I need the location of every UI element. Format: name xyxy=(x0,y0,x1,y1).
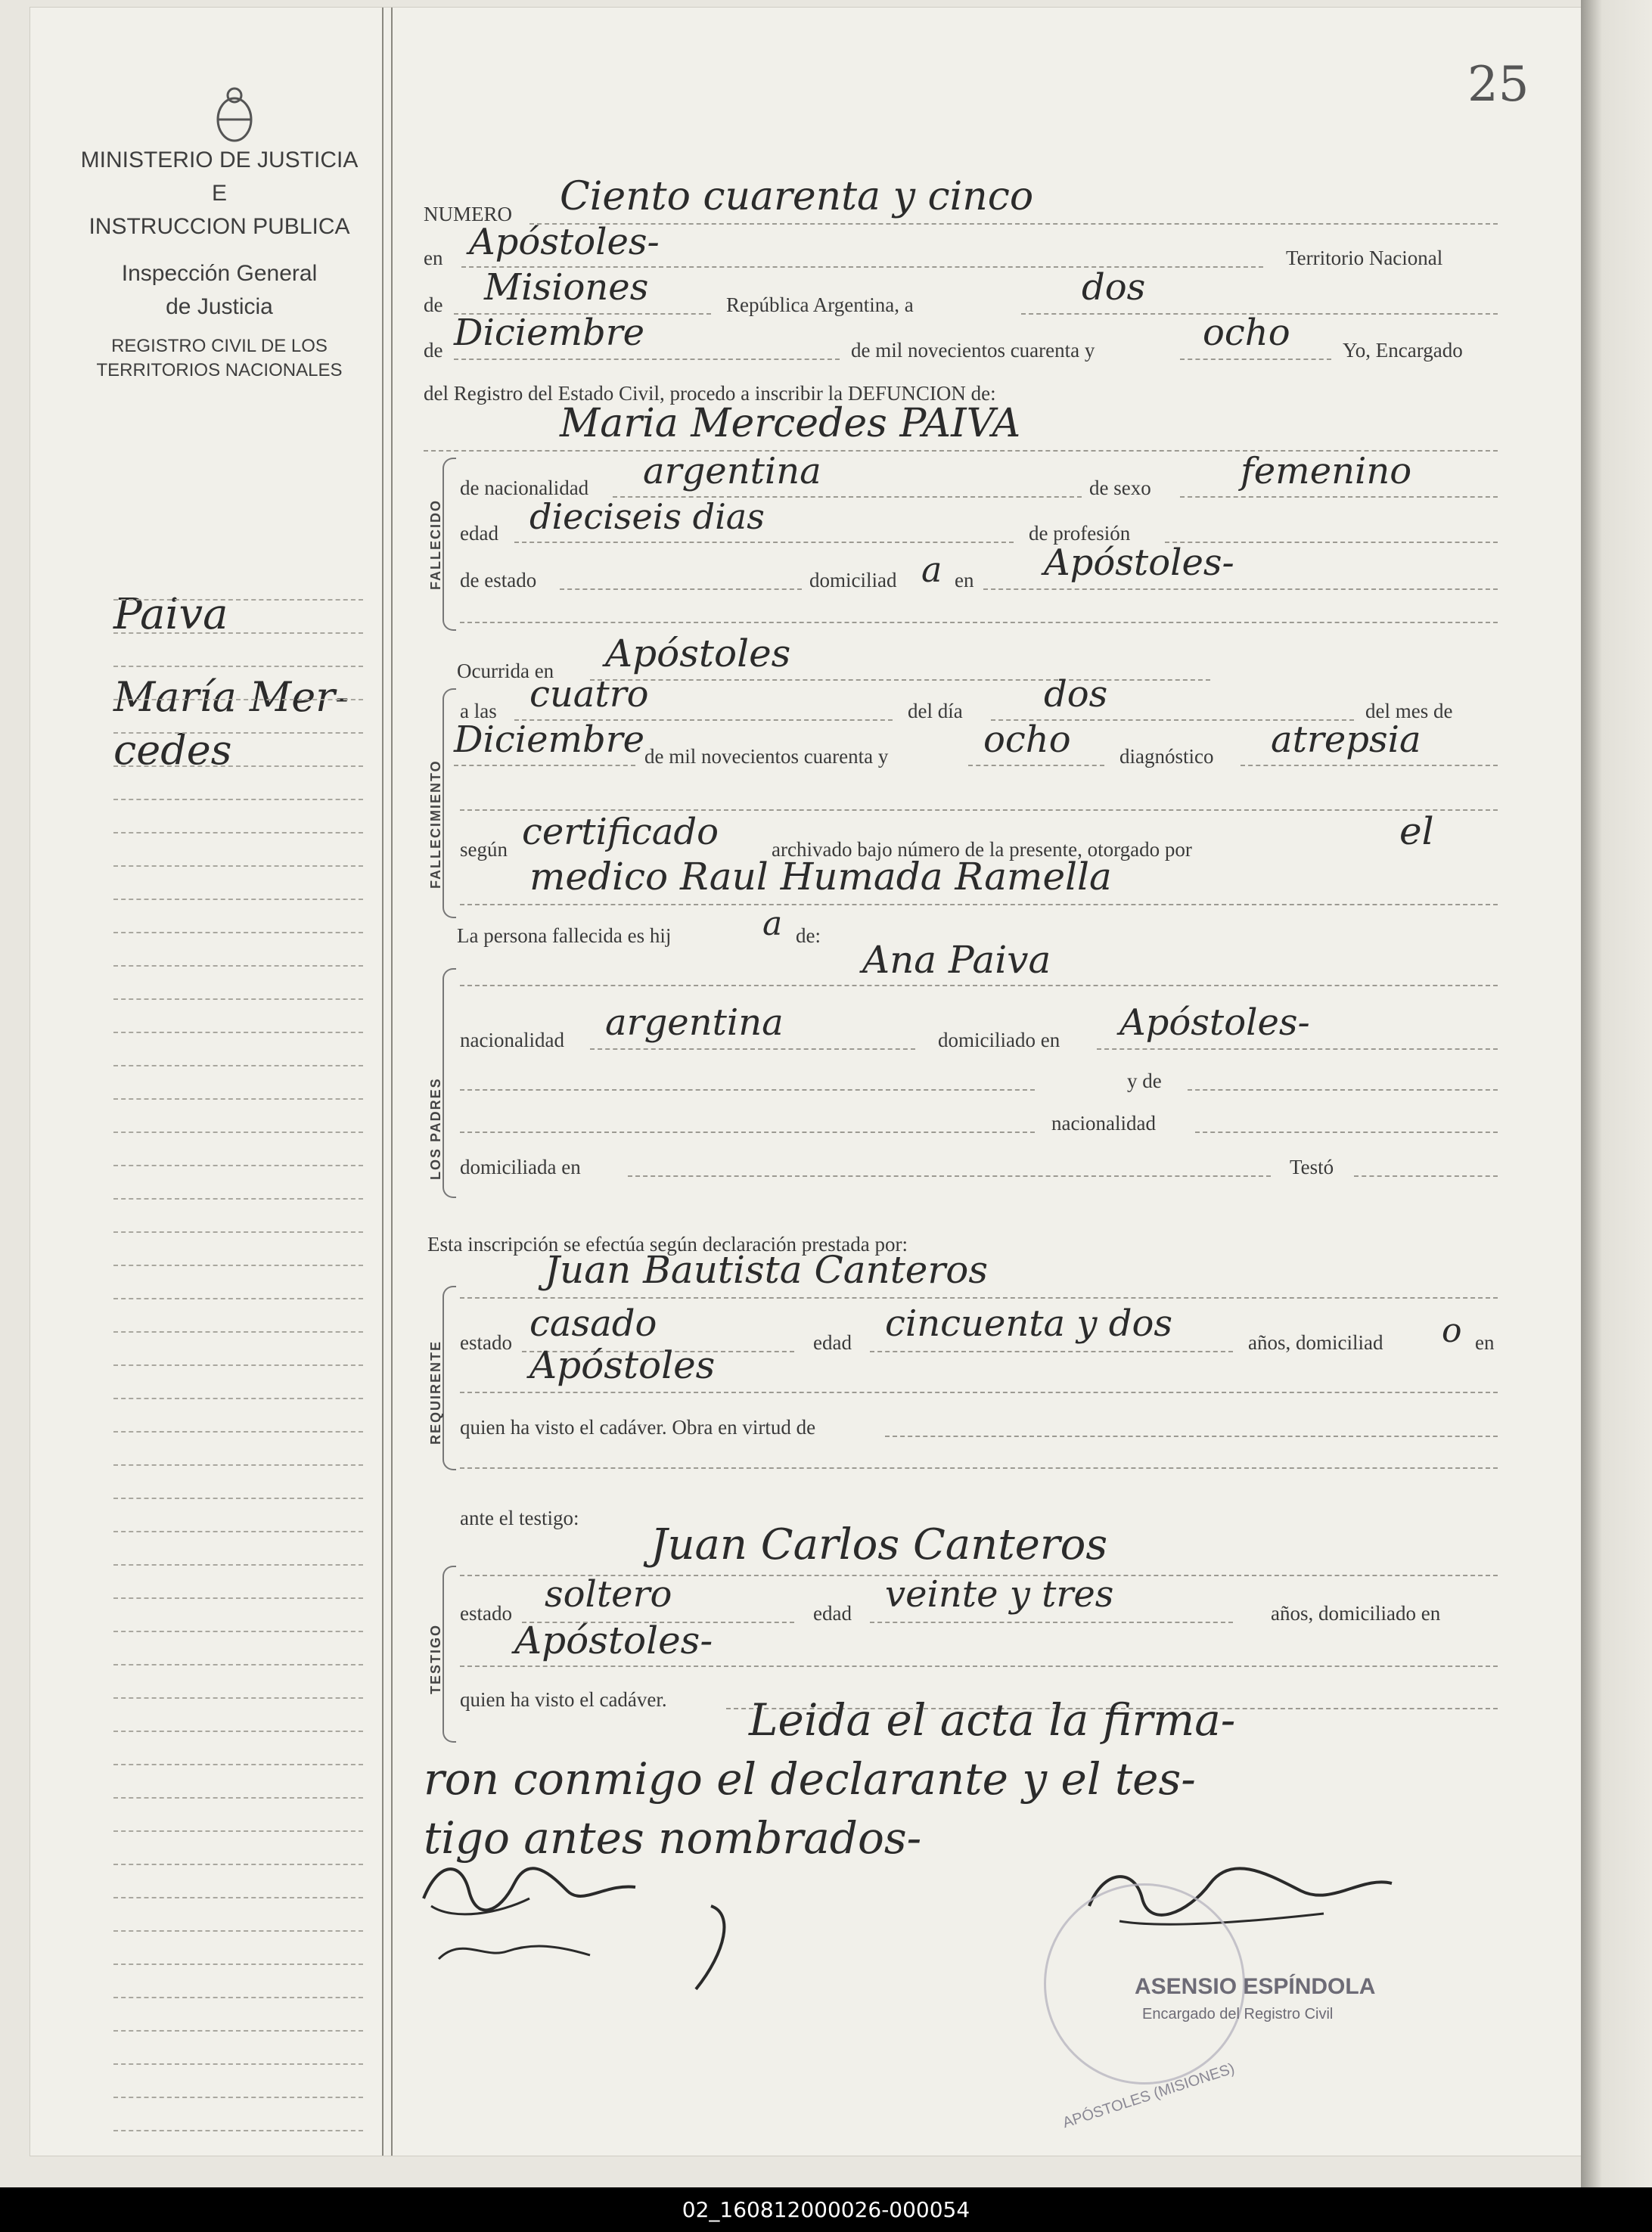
brace-padres xyxy=(442,968,456,1198)
label-de-2: de xyxy=(424,339,443,362)
stamp-name: ASENSIO ESPÍNDOLA xyxy=(1135,1974,1376,1999)
label-cadaver: quien ha visto el cadáver. Obra en virtud de xyxy=(460,1416,816,1439)
value-testigo-domicilio: Apóstoles- xyxy=(514,1619,713,1662)
label-persona-de: de: xyxy=(796,924,821,947)
label-segun: según xyxy=(460,838,508,861)
closing-line-1: Leida el acta la firma- xyxy=(749,1694,1236,1746)
label-registro: del Registro del Estado Civil, procedo a inscribir la DEFUNCION de: xyxy=(424,382,996,405)
label-domiciliado-en: domiciliado en xyxy=(938,1029,1060,1051)
ministry-heading xyxy=(72,144,367,383)
label-en-2: en xyxy=(955,569,974,591)
ministry-line-2: E xyxy=(211,181,227,206)
brace-fallecido xyxy=(442,458,456,631)
value-dia-fallecimiento: dos xyxy=(1044,673,1108,716)
label-testigo-anos: años, domiciliado en xyxy=(1271,1602,1441,1625)
value-testigo-edad: veinte y tres xyxy=(885,1573,1114,1616)
value-ocurrida: Apóstoles xyxy=(605,632,791,675)
stamp-ring-text: APÓSTOLES (MISIONES) xyxy=(1060,2060,1237,2132)
closing-line-3: tigo antes nombrados- xyxy=(424,1812,922,1864)
value-numero: Ciento cuarenta y cinco xyxy=(560,174,1034,219)
label-nacionalidad: de nacionalidad xyxy=(460,477,589,499)
section-padres: LOS PADRES xyxy=(428,1077,443,1180)
value-medico: medico Raul Humada Ramella xyxy=(529,855,1112,899)
value-diagnostico: atrepsia xyxy=(1271,719,1421,761)
label-mil-cuarenta: de mil novecientos cuarenta y xyxy=(851,339,1095,362)
section-requirente: REQUIRENTE xyxy=(428,1340,443,1445)
label-persona: La persona fallecida es hij xyxy=(457,924,672,947)
label-requirente-anos: años, domiciliad xyxy=(1248,1331,1383,1354)
label-estado: de estado xyxy=(460,569,537,591)
label-yo-encargado: Yo, Encargado xyxy=(1343,339,1463,362)
margin-rule xyxy=(382,8,393,2156)
label-testigo-estado: estado xyxy=(460,1602,512,1625)
value-mes-fallecimiento: Diciembre xyxy=(454,719,645,761)
label-domiciliado: domiciliad xyxy=(809,569,897,591)
value-ano: ocho xyxy=(1203,312,1290,354)
page-number: 25 xyxy=(1467,57,1529,113)
section-fallecimiento: FALLECIMIENTO xyxy=(428,759,443,889)
value-requirente-dom-suffix: o xyxy=(1442,1312,1462,1350)
label-de: de xyxy=(424,293,443,316)
value-requirente-nombre: Juan Bautista Canteros xyxy=(545,1248,989,1292)
value-hora: cuatro xyxy=(529,673,649,716)
label-en: en xyxy=(424,247,443,269)
value-requirente-domicilio: Apóstoles xyxy=(529,1343,716,1387)
ministry-line-7: TERRITORIOS NACIONALES xyxy=(96,360,343,380)
label-nacionalidad-2: nacionalidad xyxy=(1051,1112,1156,1135)
value-madre-nacionalidad: argentina xyxy=(605,1001,784,1044)
label-diagnostico: diagnóstico xyxy=(1119,745,1214,768)
signature-declarante xyxy=(408,1846,772,1997)
label-testo: Testó xyxy=(1290,1156,1334,1178)
value-dia: dos xyxy=(1082,266,1146,309)
label-archivado: archivado bajo número de la presente, otorgado por xyxy=(772,838,1192,861)
value-domiciliad-suffix: a xyxy=(921,549,942,590)
value-madre: Ana Paiva xyxy=(862,938,1051,982)
section-testigo: TESTIGO xyxy=(428,1623,443,1694)
value-requirente-estado: casado xyxy=(529,1302,657,1345)
ministry-line-6: REGISTRO CIVIL DE LOS xyxy=(111,336,328,356)
label-territorio: Territorio Nacional xyxy=(1286,247,1443,269)
margin-lines xyxy=(113,567,363,2131)
value-domicilio: Apóstoles- xyxy=(1044,542,1234,584)
label-ocurrida: Ocurrida en xyxy=(457,660,554,682)
label-ante: ante el testigo: xyxy=(460,1507,579,1529)
label-cadaver-2: quien ha visto el cadáver. xyxy=(460,1688,667,1711)
value-certificado: certificado xyxy=(522,811,719,853)
value-testigo-nombre: Juan Carlos Canteros xyxy=(651,1520,1108,1569)
value-testigo-estado: soltero xyxy=(545,1573,672,1616)
label-inscripcion: Esta inscripción se efectúa según declaración prestada por: xyxy=(427,1233,908,1256)
value-ano-fallecimiento: ocho xyxy=(983,719,1071,761)
book-edge xyxy=(1581,0,1652,2232)
label-sexo: de sexo xyxy=(1089,477,1151,499)
label-y-de: y de xyxy=(1127,1069,1162,1092)
label-requirente-en: en xyxy=(1475,1331,1495,1354)
closing-line-2: ron conmigo el declarante y el tes- xyxy=(424,1753,1196,1805)
value-sexo: femenino xyxy=(1241,450,1412,492)
label-requirente-edad: edad xyxy=(813,1331,852,1354)
label-requirente-estado: estado xyxy=(460,1331,512,1354)
value-requirente-edad: cincuenta y dos xyxy=(885,1302,1173,1345)
value-hijo-suffix: a xyxy=(762,905,783,943)
label-numero: NUMERO xyxy=(424,203,513,225)
stamp-title: Encargado del Registro Civil xyxy=(1142,2006,1334,2022)
value-territorio: Misiones xyxy=(484,266,649,309)
ministry-line-1: MINISTERIO DE JUSTICIA xyxy=(80,147,359,172)
label-profesion: de profesión xyxy=(1029,522,1131,545)
label-nacionalidad-padres: nacionalidad xyxy=(460,1029,564,1051)
ministry-line-5: de Justicia xyxy=(166,294,273,319)
value-nombre: Maria Mercedes PAIVA xyxy=(560,401,1021,446)
brace-testigo xyxy=(442,1566,456,1743)
value-lugar: Apóstoles- xyxy=(469,221,660,263)
value-mes: Diciembre xyxy=(454,312,645,354)
margin-surname: Paiva xyxy=(113,590,228,639)
image-id-footer: 02_160812000026-000054 xyxy=(0,2187,1652,2232)
label-del-dia: del día xyxy=(908,700,963,722)
value-madre-domicilio: Apóstoles- xyxy=(1119,1001,1310,1044)
label-domiciliada: domiciliada en xyxy=(460,1156,581,1178)
value-medico-suffix: el xyxy=(1399,809,1434,853)
label-del-mes: del mes de xyxy=(1365,700,1453,722)
label-republica: República Argentina, a xyxy=(726,293,914,316)
label-edad: edad xyxy=(460,522,498,545)
ministry-line-3: INSTRUCCION PUBLICA xyxy=(88,214,350,239)
value-nacionalidad: argentina xyxy=(643,450,821,492)
margin-given-name-2: cedes xyxy=(113,726,232,774)
ministry-line-4: Inspección General xyxy=(121,261,318,286)
label-mil-cuarenta-2: de mil novecientos cuarenta y xyxy=(644,745,889,768)
coat-of-arms-icon xyxy=(208,83,261,144)
label-a-las: a las xyxy=(460,700,497,722)
brace-requirente xyxy=(442,1286,456,1470)
value-edad: dieciseis dias xyxy=(529,496,765,537)
margin-given-name-1: María Mer- xyxy=(113,673,349,721)
section-fallecido: FALLECIDO xyxy=(428,499,443,590)
label-testigo-edad: edad xyxy=(813,1602,852,1625)
